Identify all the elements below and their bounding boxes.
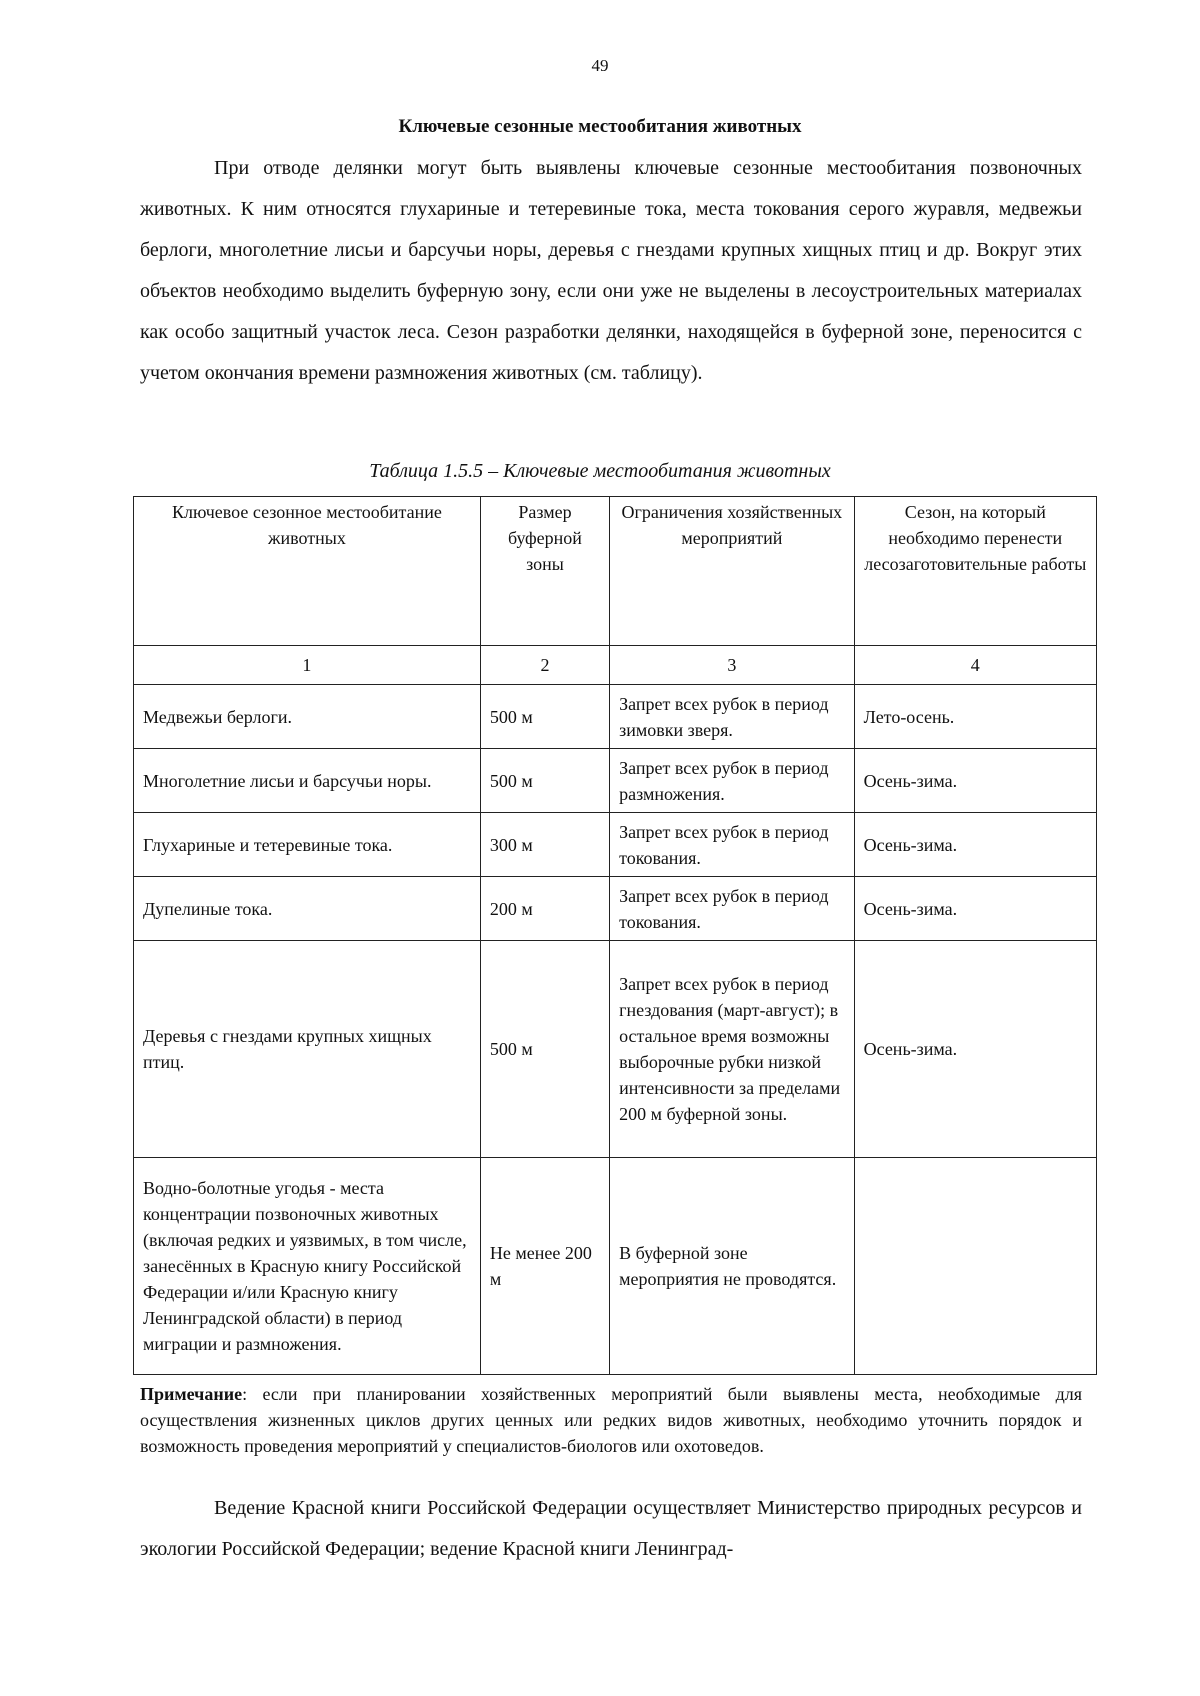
table-caption: Таблица 1.5.5 – Ключевые местообитания животных	[369, 460, 831, 482]
cell-habitat: Медвежьи берлоги.	[134, 685, 481, 749]
page-number: 49	[591, 56, 609, 75]
cell-buffer: 300 м	[480, 813, 609, 877]
intro-paragraph: При отводе делянки могут быть выявлены ключевые сезонные местообитания позвоночных животных. К ним относятся глухариные и тетеревиные тока, места токования серого журавля, медвежьи берлоги, многолетние лисьи и барсучьи норы, деревья с гнездами крупных хищных птиц и др. Вокруг этих объектов необходимо выделить буферную зону, если они уже не выделены в лесоустроительных материалах как особо защитный участок леса. Сезон разработки делянки, находящейся в буферной зоне, переносится с учетом окончания времени размножения животных (см. таблицу).	[140, 157, 1082, 384]
column-number: 4	[854, 646, 1096, 685]
cell-habitat: Дупелиные тока.	[134, 877, 481, 941]
cell-season: Осень-зима.	[854, 749, 1096, 813]
cell-season: Лето-осень.	[854, 685, 1096, 749]
note-label: Примечание	[140, 1384, 243, 1404]
cell-habitat: Деревья с гнездами крупных хищных птиц.	[134, 941, 481, 1158]
table-row	[134, 749, 1097, 813]
cell-buffer: Не менее 200 м	[480, 1158, 609, 1375]
closing-paragraph: Ведение Красной книги Российской Федерации осуществляет Министерство природных ресурсов и экологии Российской Федерации; ведение Красной книги Ленинград-	[140, 1497, 1082, 1560]
cell-restriction: Запрет всех рубок в период гнездования (март-август); в остальное время возможны выборочные рубки низкой интенсивности за пределами 200 м буферной зоны.	[610, 941, 855, 1158]
table-row	[134, 813, 1097, 877]
cell-restriction: Запрет всех рубок в период размножения.	[610, 749, 855, 813]
cell-restriction: Запрет всех рубок в период зимовки зверя.	[610, 685, 855, 749]
cell-season: Осень-зима.	[854, 941, 1096, 1158]
header-restriction: Ограничения хозяйственных мероприятий	[610, 497, 855, 646]
header-habitat: Ключевое сезонное местообитание животных	[134, 497, 481, 646]
table-row	[134, 941, 1097, 1158]
section-title: Ключевые сезонные местообитания животных	[398, 116, 802, 137]
column-number: 2	[480, 646, 609, 685]
table-note	[140, 1381, 1082, 1459]
cell-habitat: Многолетние лисьи и барсучьи норы.	[134, 749, 481, 813]
table-row	[134, 877, 1097, 941]
cell-buffer: 200 м	[480, 877, 609, 941]
column-number-row	[134, 646, 1097, 685]
table-header-row	[134, 497, 1097, 646]
cell-restriction: Запрет всех рубок в период токования.	[610, 813, 855, 877]
column-number: 1	[134, 646, 481, 685]
cell-buffer: 500 м	[480, 685, 609, 749]
cell-habitat: Водно-болотные угодья - места концентрации позвоночных животных (включая редких и уязвимых, в том числе, занесённых в Красную книгу Российской Федерации и/или Красную книгу Ленинградской области) в период миграции и размножения.	[134, 1158, 481, 1375]
cell-season	[854, 1158, 1096, 1375]
cell-restriction: В буферной зоне мероприятия не проводятся.	[610, 1158, 855, 1375]
table-row	[134, 1158, 1097, 1375]
table-row	[134, 685, 1097, 749]
habitats-table	[133, 496, 1097, 1375]
column-number: 3	[610, 646, 855, 685]
cell-habitat: Глухариные и тетеревиные тока.	[134, 813, 481, 877]
cell-restriction: Запрет всех рубок в период токования.	[610, 877, 855, 941]
note-text: : если при планировании хозяйственных мероприятий были выявлены места, необходимые для осуществления жизненных циклов других ценных или редких видов животных, необходимо уточнить порядок и возможность проведения мероприятий у специалистов-биологов или охотоведов.	[140, 1384, 1082, 1456]
cell-buffer: 500 м	[480, 749, 609, 813]
cell-buffer: 500 м	[480, 941, 609, 1158]
cell-season: Осень-зима.	[854, 813, 1096, 877]
header-buffer: Размер буферной зоны	[480, 497, 609, 646]
header-season: Сезон, на который необходимо перенести лесозаготовительные работы	[854, 497, 1096, 646]
cell-season: Осень-зима.	[854, 877, 1096, 941]
